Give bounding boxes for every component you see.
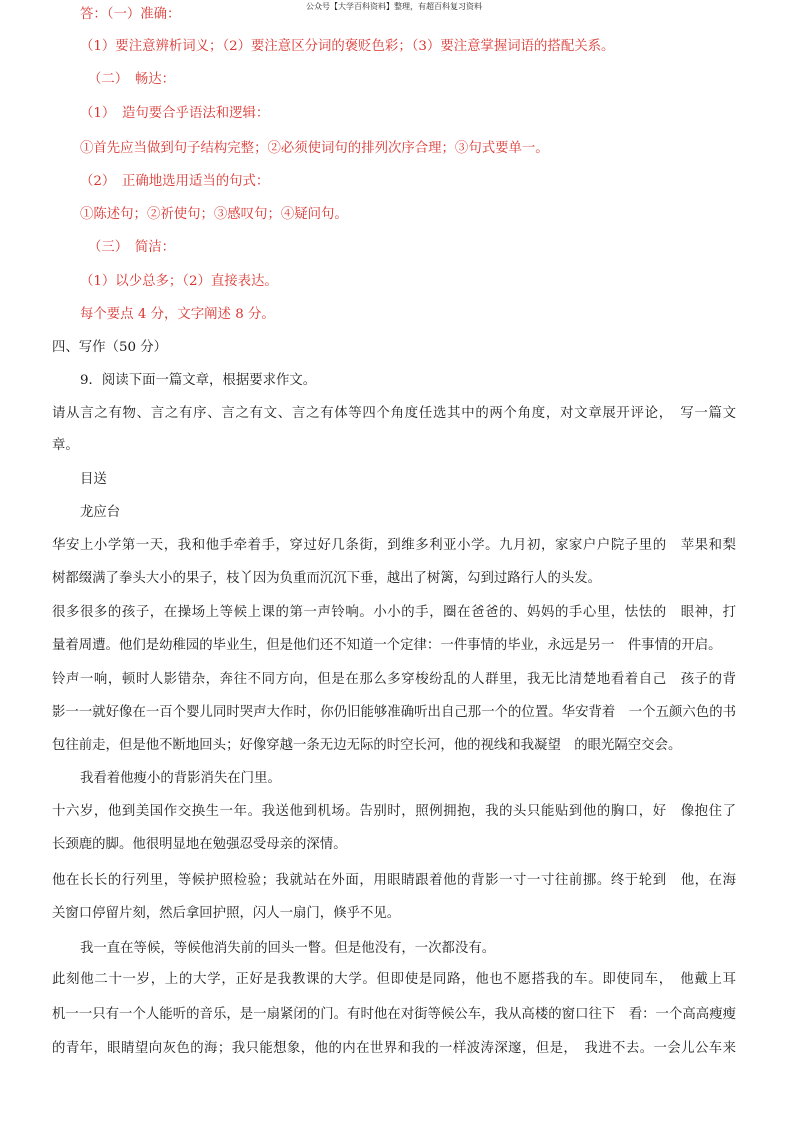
answer-concise-heading: （三） 简洁： [88,240,176,255]
paragraph-2-line-2: 量着周遭。他们是幼稚园的毕业生，但是他们还不知道一个定律：一件事情的毕业，永远是另一 件事情的开启。 [52,638,722,653]
answer-heading: 答：（一）准确： [80,7,181,22]
writing-requirement-line-2: 章。 [52,438,79,453]
paragraph-6-line-1: 他在长长的行列里，等候护照检验；我就站在外面，用眼睛跟着他的背影一寸一寸往前挪。终于轮到 他，在海 [52,873,736,888]
article-author: 龙应台 [80,505,121,520]
paragraph-3-line-2: 影一一就好像在一百个婴儿同时哭声大作时，你仍旧能够准确听出自己那一个的位置。华安背着 一个五颜六色的书 [52,705,736,720]
header-note: 公众号【大学百科资料】整理，有超百科复习资料 [306,2,482,11]
answer-fluency-detail-2: ①陈述句；②祈使句；③感叹句；④疑问句。 [80,207,348,222]
writing-requirement-line-1: 请从言之有物、言之有序、言之有文、言之有体等四个角度任选其中的两个角度，对文章展开评论， 写一篇文 [52,406,736,421]
writing-section-title: 四、写作（50 分） [52,340,168,355]
paragraph-8-line-3: 的青年，眼睛望向灰色的海；我只能想象，他的内在世界和我的一样波涛深邃，但是， 我进不去。一会儿公车来 [52,1041,736,1056]
paragraph-5-line-2: 长颈鹿的脚。他很明显地在勉强忍受母亲的深情。 [52,837,347,852]
answer-accuracy-points: （1）要注意辨析词义；（2）要注意区分词的褒贬色彩；（3）要注意掌握词语的搭配关系。 [80,39,615,54]
article-title: 目送 [80,472,107,487]
paragraph-3-line-3: 包往前走，但是他不断地回头；好像穿越一条无边无际的时空长河，他的视线和我凝望 的眼光隔空交会。 [52,738,682,753]
paragraph-6-line-2: 关窗口停留片刻，然后拿回护照，闪人一扇门，倏乎不见。 [52,906,401,921]
paragraph-2-line-1: 很多很多的孩子，在操场上等候上课的第一声铃响。小小的手，圈在爸爸的、妈妈的手心里，怯怯的 眼神，打 [52,605,736,620]
paragraph-7: 我一直在等候，等候他消失前的回头一瞥。但是他没有，一次都没有。 [80,941,496,956]
answer-fluency-point-2: （2） 正确地选用适当的句式： [80,174,270,189]
answer-fluency-point-1: （1） 造句要合乎语法和逻辑： [80,106,270,121]
answer-fluency-detail-1: ①首先应当做到句子结构完整；②必须使词句的排列次序合理；③句式要单一。 [80,141,549,156]
paragraph-8-line-2: 机一一只有一个人能听的音乐，是一扇紧闭的门。有时他在对街等候公车，我从高楼的窗口往下 看：一个高高瘦瘦 [52,1007,736,1022]
paragraph-8-line-1: 此刻他二十一岁，上的大学，正好是我教课的大学。但即使是同路，他也不愿搭我的车。即使同车， 他戴上耳 [52,972,736,987]
answer-scoring-note: 每个要点 4 分，文字阐述 8 分。 [80,307,275,322]
paragraph-4: 我看着他瘦小的背影消失在门里。 [80,771,281,786]
paragraph-3-line-1: 铃声一响，顿时人影错杂，奔往不同方向，但是在那么多穿梭纷乱的人群里，我无比清楚地看着自己 孩子的背 [52,672,736,687]
paragraph-1-line-1: 华安上小学第一天，我和他手牵着手，穿过好几条街，到维多利亚小学。九月初，家家户户院子里的 苹果和梨 [52,538,736,553]
paragraph-1-line-2: 树都缀满了拳头大小的果子，枝丫因为负重而沉沉下垂，越出了树篱，勾到过路行人的头发。 [52,571,602,586]
answer-concise-points: （1）以少总多；（2）直接表达。 [80,274,278,289]
question-9: 9．阅读下面一篇文章，根据要求作文。 [80,373,317,388]
paragraph-5-line-1: 十六岁，他到美国作交换生一年。我送他到机场。告别时，照例拥抱，我的头只能贴到他的胸口，好 像抱住了 [52,804,736,819]
answer-fluency-heading: （二） 畅达： [88,72,176,87]
